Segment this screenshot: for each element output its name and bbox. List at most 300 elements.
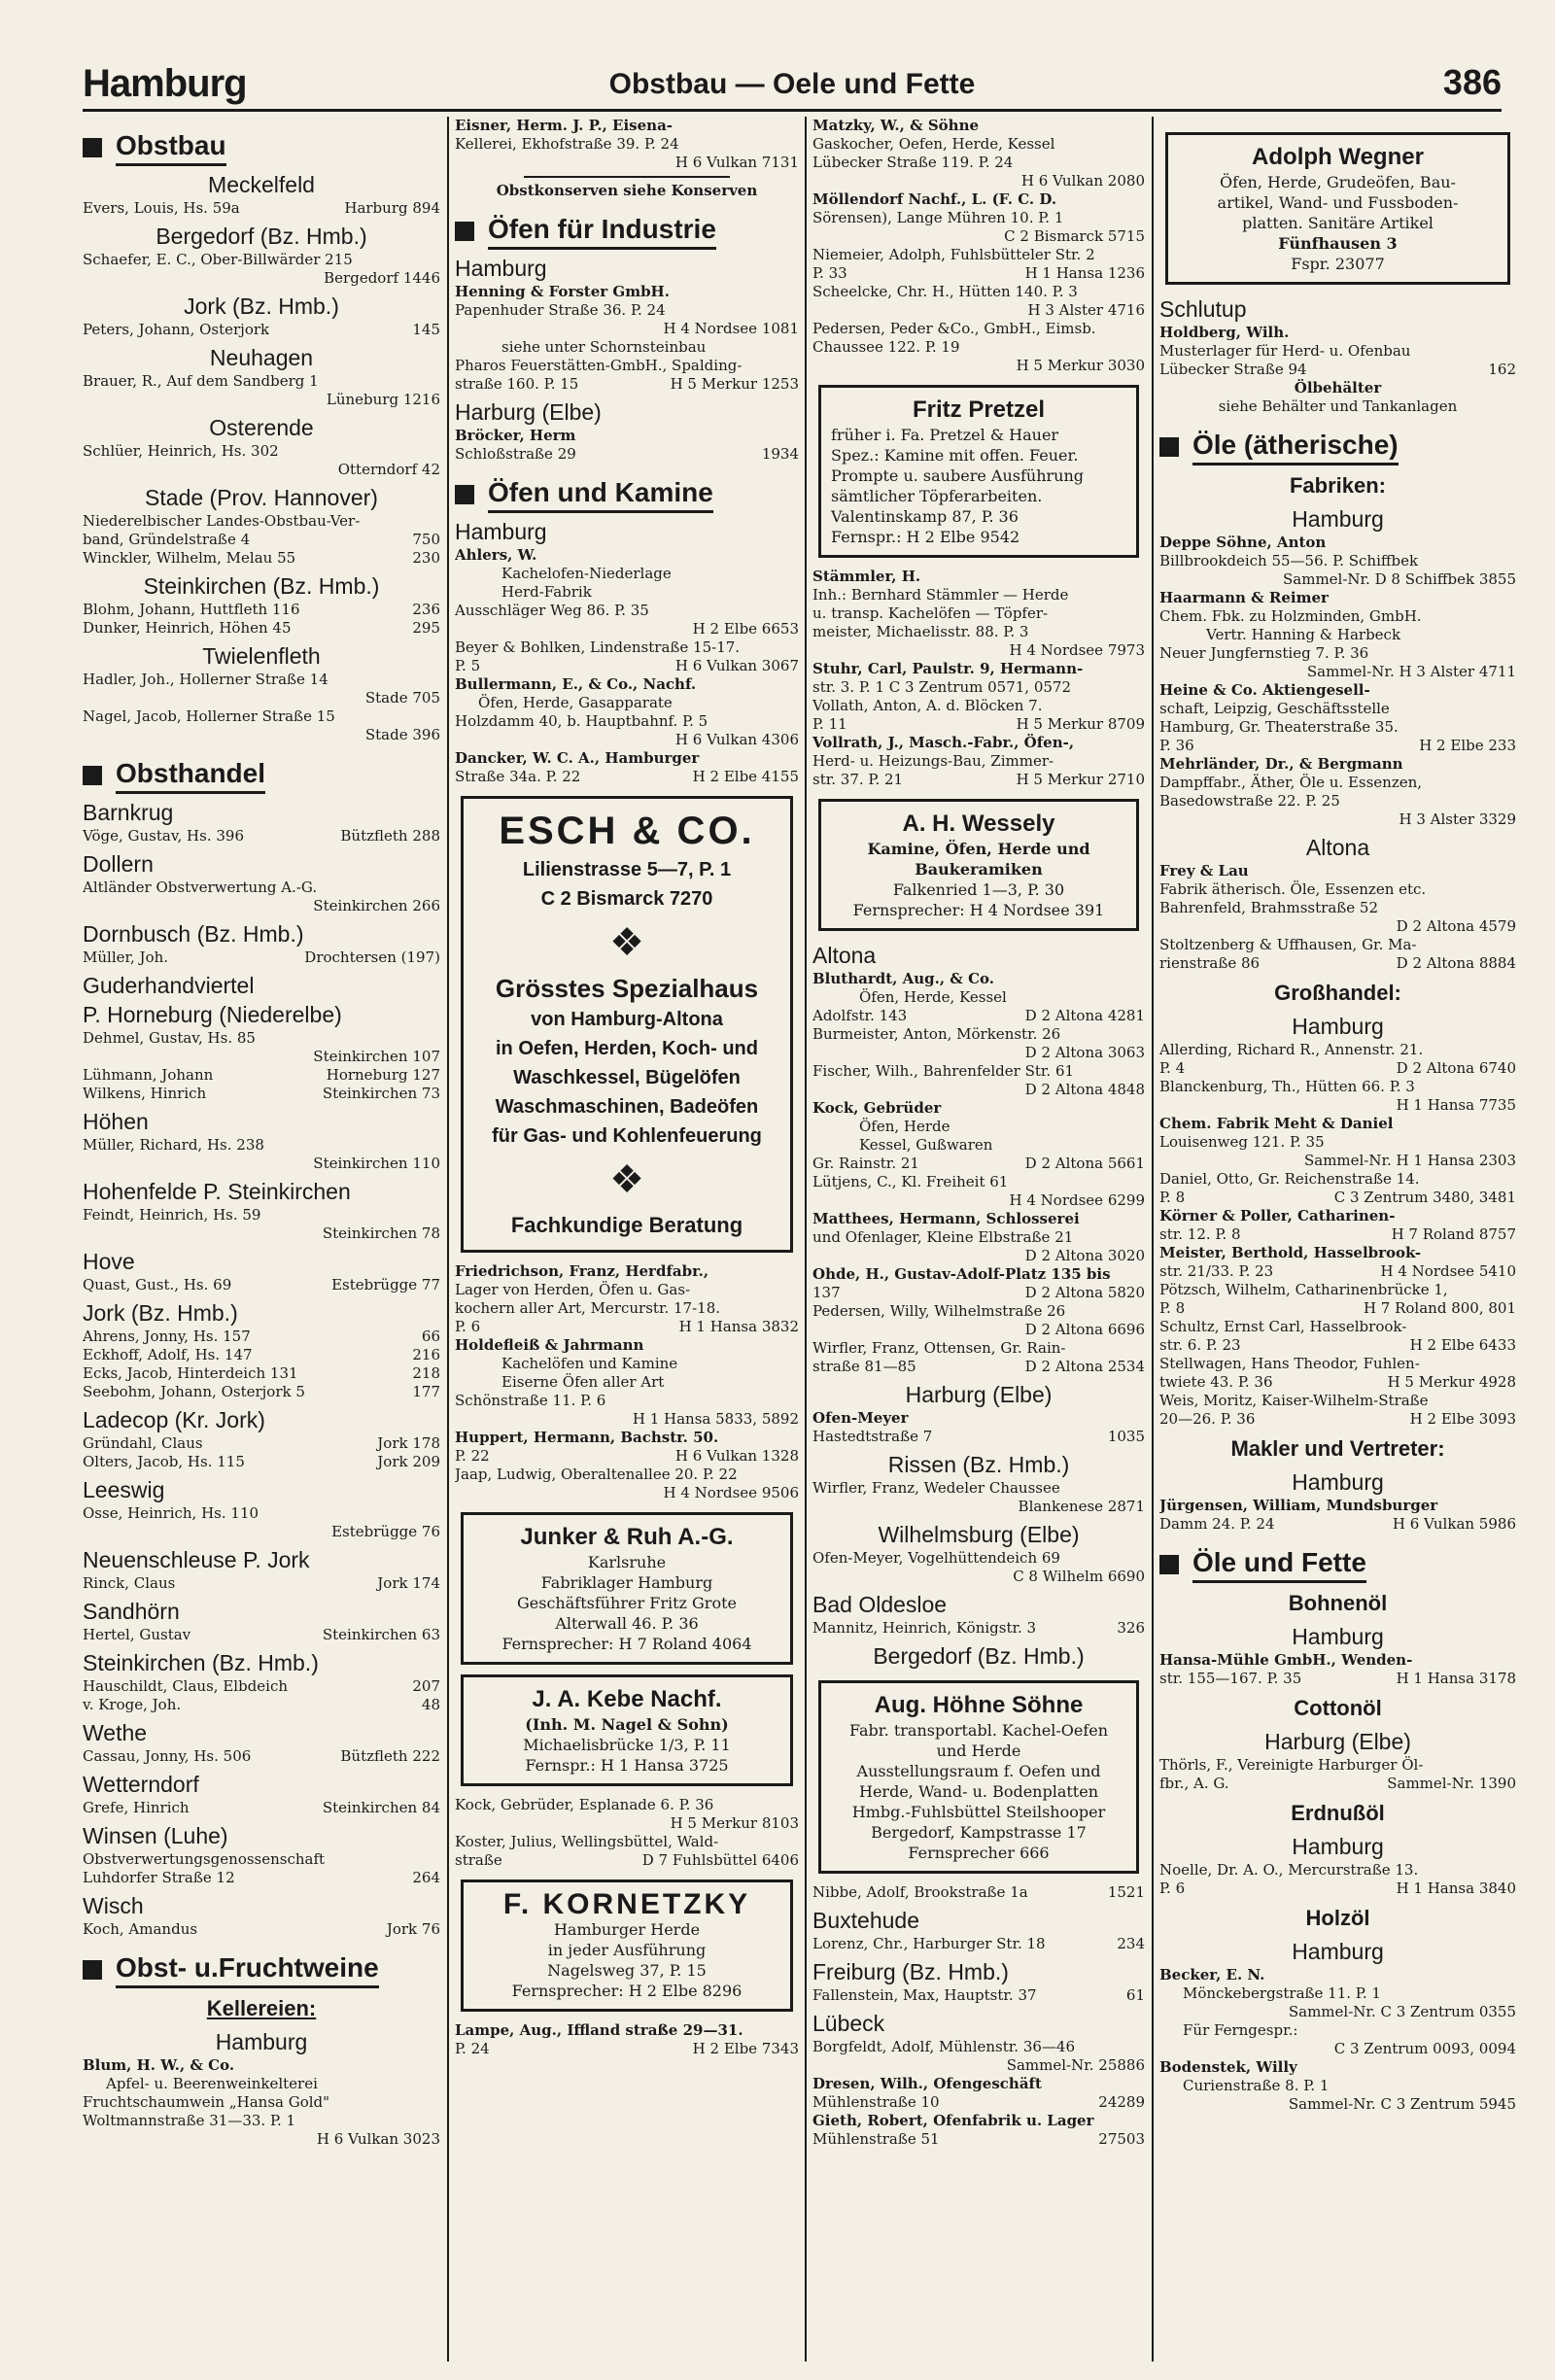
listing-entry: Fruchtschaumwein „Hansa Gold" <box>83 2093 330 2111</box>
place-heading: Hamburg <box>1292 1834 1384 1859</box>
listing-entry: Cassau, Jonny, Hs. 506 Bützfleth 222 <box>83 1747 440 1765</box>
ad-headline: Grösstes Spezialhaus <box>495 974 759 1003</box>
place-heading: Wetterndorf <box>83 1772 199 1797</box>
ad-pretzel <box>818 385 1139 558</box>
ad-line: in jeder Ausführung <box>547 1941 707 1959</box>
place-heading: Bergedorf (Bz. Hmb.) <box>156 224 367 249</box>
ad-line: Waschkessel, Bügelöfen <box>513 1067 741 1088</box>
listing-entry: Lübecker Straße 119. P. 24 <box>812 154 1014 171</box>
place-heading: Höhen <box>83 1109 149 1134</box>
listing-entry: Matthees, Hermann, Schlosserei <box>812 1210 1080 1227</box>
listing-entry: Ahlers, W. <box>455 546 537 564</box>
listing-entry: Ahrens, Jonny, Hs. 157 66 <box>83 1328 440 1345</box>
cross-reference: siehe unter Schornsteinbau <box>501 338 707 356</box>
ad-company-name: ESCH & CO. <box>499 810 755 852</box>
cross-reference: Obstkonserven siehe Konserven <box>496 182 758 199</box>
listing-phone: Otterndorf 42 <box>337 461 440 478</box>
listing-entry: P. 11 H 5 Merkur 8709 <box>812 715 1145 733</box>
place-heading: Hamburg <box>215 2029 308 2054</box>
place-heading: Jork (Bz. Hmb.) <box>184 293 339 319</box>
place-subheading: P. Horneburg (Niederelbe) <box>83 1002 342 1027</box>
listing-entry: Sörensen), Lange Mühren 10. P. 1 <box>812 209 1064 226</box>
place-heading: Meckelfeld <box>208 172 315 197</box>
place-heading: Buxtehude <box>812 1908 919 1933</box>
ad-company-name: F. KORNETZKY <box>502 1888 751 1920</box>
ad-line: und Herde <box>936 1742 1021 1760</box>
listing-entry: fbr., A. G. Sammel-Nr. 1390 <box>1159 1775 1516 1792</box>
place-heading: Guderhandviertel <box>83 973 255 998</box>
place-heading: Twielenfleth <box>202 643 321 669</box>
listing-entry: Burmeister, Anton, Mörkenstr. 26 <box>812 1025 1061 1043</box>
listing-entry: band, Gründelstraße 4 750 <box>83 531 440 548</box>
listing-phone: D 2 Altona 4848 <box>1024 1081 1145 1098</box>
listing-entry: Wirfler, Franz, Ottensen, Gr. Rain- <box>812 1339 1066 1357</box>
listing-entry: Bröcker, Herm <box>455 427 576 444</box>
listing-entry: Herd- u. Heizungs-Bau, Zimmer- <box>812 752 1054 770</box>
ad-line: Bergedorf, Kampstrasse 17 <box>871 1823 1087 1842</box>
listing-entry: Herd-Fabrik <box>501 583 592 601</box>
listing-entry: Hauschildt, Claus, Elbdeich 207 <box>83 1677 440 1695</box>
listing-phone: Sammel-Nr. C 3 Zentrum 5945 <box>1288 2095 1516 2113</box>
listing-entry: P. 4 D 2 Altona 6740 <box>1159 1059 1516 1077</box>
listing-entry: Lampe, Aug., Iffland straße 29—31. <box>455 2021 743 2039</box>
listing-entry: Chem. Fabrik Meht & Daniel <box>1159 1115 1394 1132</box>
place-heading: Hamburg <box>1292 1014 1384 1039</box>
sub-heading: Erdnußöl <box>1291 1801 1385 1825</box>
listing-entry: Niemeier, Adolph, Fuhlsbütteler Str. 2 <box>812 246 1095 263</box>
listing-phone: Sammel-Nr. D 8 Schiffbek 3855 <box>1283 570 1516 588</box>
listing-entry: und Ofenlager, Kleine Elbstraße 21 <box>812 1228 1074 1246</box>
listing-phone: H 4 Nordsee 1081 <box>663 320 799 337</box>
place-heading: Harburg (Elbe) <box>1264 1729 1411 1754</box>
listing-phone: H 6 Vulkan 7131 <box>674 154 799 171</box>
divider <box>524 176 730 178</box>
listing-entry: Gieth, Robert, Ofenfabrik u. Lager <box>812 2112 1094 2129</box>
place-heading: Neuenschleuse P. Jork <box>83 1547 310 1572</box>
ad-line: Geschäftsführer Fritz Grote <box>517 1594 737 1612</box>
listing-entry: Niederelbischer Landes-Obstbau-Ver- <box>83 512 361 530</box>
listing-entry: P. 24 H 2 Elbe 7343 <box>455 2040 799 2057</box>
ad-kornetzky <box>461 1880 793 2012</box>
ad-wegner <box>1165 132 1510 285</box>
listing-entry: Louisenweg 121. P. 35 <box>1159 1133 1325 1151</box>
listing-entry: Ecks, Jacob, Hinterdeich 131 218 <box>83 1364 440 1382</box>
listing-phone: D 2 Altona 4579 <box>1396 917 1516 935</box>
ad-line: Fernsprecher: H 7 Roland 4064 <box>501 1635 752 1653</box>
ad-line: Waschmaschinen, Badeöfen <box>495 1096 759 1118</box>
listing-entry: str. 3. P. 1 C 3 Zentrum 0571, 0572 <box>812 678 1072 696</box>
listing-entry: Koch, Amandus Jork 76 <box>83 1920 440 1938</box>
ad-line: Öfen, Herde, Grudeöfen, Bau- <box>1220 173 1456 191</box>
listing-phone: C 3 Zentrum 0093, 0094 <box>1333 2040 1516 2057</box>
listing-entry: Schlüer, Heinrich, Hs. 302 <box>83 442 279 460</box>
section-heading: Öle und Fette <box>1159 1545 1516 1583</box>
ad-kebe <box>461 1674 793 1786</box>
listing-entry: Öfen, Herde <box>859 1118 950 1135</box>
listing-entry: Ofen-Meyer <box>812 1409 909 1427</box>
listing-entry: Möllendorf Nachf., L. (F. C. D. <box>812 190 1057 208</box>
cross-reference-heading: Ölbehälter <box>1294 379 1382 397</box>
listing-entry: Hamburg, Gr. Theaterstraße 35. <box>1159 718 1399 736</box>
place-heading: Ladecop (Kr. Jork) <box>83 1407 265 1432</box>
ad-company-name: Aug. Höhne Söhne <box>874 1692 1084 1718</box>
listing-entry: Pedersen, Peder &Co., GmbH., Eimsb. <box>812 320 1096 337</box>
ad-line: Karlsruhe <box>587 1553 667 1571</box>
listing-entry: Holzdamm 40, b. Hauptbahnf. P. 5 <box>455 712 708 730</box>
listing-entry: Fabrik ätherisch. Öle, Essenzen etc. <box>1159 880 1427 898</box>
listing-entry: Noelle, Dr. A. O., Mercurstraße 13. <box>1159 1861 1419 1879</box>
listing-entry: Nagel, Jacob, Hollerner Straße 15 <box>83 707 335 725</box>
listing-entry: twiete 43. P. 36 H 5 Merkur 4928 <box>1159 1373 1516 1391</box>
place-heading: Dornbusch (Bz. Hmb.) <box>83 921 304 947</box>
listing-entry: Schaefer, E. C., Ober-Billwärder 215 <box>83 251 353 268</box>
listing-entry: Öfen, Herde, Kessel <box>859 988 1007 1006</box>
listing-entry: Straße 34a. P. 22 H 2 Elbe 4155 <box>455 768 799 785</box>
listing-entry: Stuhr, Carl, Paulstr. 9, Hermann- <box>812 660 1084 677</box>
sub-heading: Holzöl <box>1305 1906 1370 1930</box>
listing-entry: Pharos Feuerstätten-GmbH., Spalding- <box>455 357 743 374</box>
section-heading: Obsthandel <box>83 756 440 794</box>
ad-line: Fernsprecher: H 2 Elbe 8296 <box>511 1982 743 2000</box>
listing-entry: Altländer Obstverwertung A.-G. <box>83 879 318 896</box>
listing-entry: Gr. Rainstr. 21 D 2 Altona 5661 <box>812 1155 1145 1172</box>
listing-entry: Henning & Forster GmbH. <box>455 283 670 300</box>
place-heading: Freiburg (Bz. Hmb.) <box>812 1959 1009 1984</box>
listing-entry: Borgfeldt, Adolf, Mühlenstr. 36—46 <box>812 2038 1076 2055</box>
listing-entry: Öfen, Herde, Gasapparate <box>478 694 673 711</box>
listing-entry: Dresen, Wilh., Ofengeschäft <box>812 2075 1042 2092</box>
listing-entry: Blohm, Johann, Huttfleth 116 236 <box>83 601 440 618</box>
ad-line: artikel, Wand- und Fussboden- <box>1217 193 1459 212</box>
ad-line: von Hamburg-Altona <box>531 1009 723 1030</box>
listing-entry: Eckhoff, Adolf, Hs. 147 216 <box>83 1346 440 1363</box>
place-heading: Lübeck <box>812 2011 885 2036</box>
listing-entry: Billbrookdeich 55—56. P. Schiffbek <box>1159 552 1419 569</box>
listing-entry: Mühlenstraße 10 24289 <box>812 2093 1145 2111</box>
section-heading: Öle (ätherische) <box>1159 428 1516 466</box>
ad-company-name: A. H. Wessely <box>902 811 1055 837</box>
listing-entry: Vollrath, J., Masch.-Fabr., Öfen-, <box>812 734 1075 751</box>
listing-entry: Stämmler, H. <box>812 568 921 585</box>
page-number: 386 <box>1442 62 1502 102</box>
listing-entry: Kellerei, Ekhofstraße 39. P. 24 <box>455 135 679 153</box>
place-heading: Sandhörn <box>83 1599 180 1624</box>
listing-entry: Holdefleiß & Jahrmann <box>455 1336 644 1354</box>
section-heading: Obstbau <box>83 128 440 166</box>
place-heading: Hamburg <box>455 519 547 544</box>
place-heading: Hamburg <box>1292 506 1384 532</box>
listing-entry: Lütjens, C., Kl. Freiheit 61 <box>812 1173 1009 1190</box>
listing-entry: Deppe Söhne, Anton <box>1159 534 1327 551</box>
ad-esch <box>461 796 793 1253</box>
ad-line: Fünfhausen 3 <box>1278 234 1398 253</box>
ad-line: Michaelisbrücke 1/3, P. 11 <box>523 1736 731 1754</box>
listing-entry: Kock, Gebrüder <box>812 1099 942 1117</box>
listing-phone: Steinkirchen 266 <box>313 897 440 914</box>
listing-entry: Beyer & Bohlken, Lindenstraße 15-17. <box>455 638 741 656</box>
listing-entry: Matzky, W., & Söhne <box>812 117 980 134</box>
place-heading: Barnkrug <box>83 800 174 825</box>
listing-entry: Feindt, Heinrich, Hs. 59 <box>83 1206 261 1224</box>
ad-line: Fachkundige Beratung <box>510 1213 743 1237</box>
listing-entry: u. transp. Kachelöfen — Töpfer- <box>812 604 1049 622</box>
ad-line: Ausstellungsraum f. Oefen und <box>856 1762 1101 1780</box>
listing-entry: Ausschläger Weg 86. P. 35 <box>455 602 649 619</box>
listing-phone: D 2 Altona 6696 <box>1024 1321 1145 1338</box>
listing-entry: P. 8 C 3 Zentrum 3480, 3481 <box>1159 1189 1516 1206</box>
listing-entry: str. 21/33. P. 23 H 4 Nordsee 5410 <box>1159 1262 1516 1280</box>
place-heading: Stade (Prov. Hannover) <box>145 485 378 510</box>
listing-phone: Estebrügge 76 <box>331 1523 440 1540</box>
ad-line: für Gas- und Kohlenfeuerung <box>492 1125 762 1147</box>
listing-entry: Müller, Joh. Drochtersen (197) <box>83 949 440 966</box>
listing-entry: Chaussee 122. P. 19 <box>812 338 960 356</box>
ad-line: Valentinskamp 87, P. 36 <box>831 507 1019 526</box>
listing-entry: Osse, Heinrich, Hs. 110 <box>83 1504 259 1522</box>
listing-entry: Brauer, R., Auf dem Sandberg 1 <box>83 372 319 390</box>
listing-phone: Sammel-Nr. C 3 Zentrum 0355 <box>1288 2003 1516 2020</box>
listing-entry: Vöge, Gustav, Hs. 396 Bützfleth 288 <box>83 827 440 845</box>
listing-entry: Bluthardt, Aug., & Co. <box>812 970 994 987</box>
listing-entry: kochern aller Art, Mercurstr. 17-18. <box>455 1299 721 1317</box>
listing-entry: Frey & Lau <box>1159 862 1249 880</box>
listing-entry: Stoltzenberg & Uffhausen, Gr. Ma- <box>1159 936 1417 953</box>
ad-line: Fernspr.: H 1 Hansa 3725 <box>525 1756 729 1775</box>
column-2 <box>447 117 799 2362</box>
listing-entry: Schloßstraße 29 1934 <box>455 445 799 463</box>
listing-entry: Mehrländer, Dr., & Bergmann <box>1159 755 1403 773</box>
listing-entry: Eiserne Öfen aller Art <box>501 1373 665 1391</box>
place-heading: Altona <box>1305 835 1370 860</box>
listing-entry: Peters, Johann, Osterjork 145 <box>83 321 440 338</box>
listing-entry: Inh.: Bernhard Stämmler — Herde <box>812 586 1069 604</box>
listing-entry: Scheelcke, Chr. H., Hütten 140. P. 3 <box>812 283 1078 300</box>
listing-entry: Mönckebergstraße 11. P. 1 <box>1183 1984 1381 2002</box>
place-heading: Hamburg <box>1292 1469 1384 1495</box>
listing-entry: Daniel, Otto, Gr. Reichenstraße 14. <box>1159 1170 1420 1188</box>
listing-entry: Kachelöfen und Kamine <box>501 1355 678 1372</box>
listing-entry: Fallenstein, Max, Hauptstr. 37 61 <box>812 1986 1145 2004</box>
ad-wessely <box>818 799 1139 931</box>
listing-entry: str. 155—167. P. 35 H 1 Hansa 3178 <box>1159 1670 1516 1687</box>
listing-entry: Neuer Jungfernstieg 7. P. 36 <box>1159 644 1369 662</box>
ad-line: Falkenried 1—3, P. 30 <box>892 880 1065 899</box>
listing-entry: str. 6. P. 23 H 2 Elbe 6433 <box>1159 1336 1516 1354</box>
listing-entry: Meister, Berthold, Hasselbrook- <box>1159 1244 1422 1261</box>
listing-entry: 20—26. P. 36 H 2 Elbe 3093 <box>1159 1410 1516 1428</box>
listing-entry: Grefe, Hinrich Steinkirchen 84 <box>83 1799 440 1816</box>
listing-entry: P. 33 H 1 Hansa 1236 <box>812 264 1145 282</box>
sub-heading: Makler und Vertreter: <box>1230 1436 1445 1461</box>
listing-entry: Damm 24. P. 24 H 6 Vulkan 5986 <box>1159 1515 1516 1533</box>
listing-entry: Vertr. Hanning & Harbeck <box>1206 626 1401 643</box>
listing-entry: Lübecker Straße 94 162 <box>1159 361 1516 378</box>
listing-entry: Holdberg, Wilh. <box>1159 324 1290 341</box>
listing-phone: H 1 Hansa 5833, 5892 <box>632 1410 799 1428</box>
listing-entry: Für Ferngespr.: <box>1183 2021 1298 2039</box>
listing-phone: H 4 Nordsee 9506 <box>663 1484 799 1501</box>
listing-entry: Obstverwertungsgenossenschaft <box>83 1850 326 1868</box>
place-heading: Harburg (Elbe) <box>905 1382 1053 1407</box>
place-heading: Hove <box>83 1249 135 1274</box>
sub-heading: Kellereien: <box>206 1996 317 2020</box>
listing-entry: Stellwagen, Hans Theodor, Fuhlen- <box>1159 1355 1420 1372</box>
place-heading: Wisch <box>83 1893 144 1918</box>
column-4 <box>1152 117 1516 2362</box>
listing-phone: C 2 Bismarck 5715 <box>1004 227 1145 245</box>
listing-entry: Allerding, Richard R., Annenstr. 21. <box>1159 1041 1424 1058</box>
ad-line: Nagelsweg 37, P. 15 <box>547 1961 707 1980</box>
cross-reference: siehe Behälter und Tankanlagen <box>1218 397 1458 415</box>
listing-entry: v. Kroge, Joh. 48 <box>83 1696 440 1713</box>
place-heading: Neuhagen <box>209 345 314 370</box>
place-heading: Wilhelmsburg (Elbe) <box>878 1522 1080 1547</box>
listing-entry: Becker, E. N. <box>1159 1966 1265 1983</box>
ad-company-name: Adolph Wegner <box>1252 144 1424 170</box>
sub-heading: Bohnenöl <box>1288 1591 1388 1615</box>
listing-phone: H 5 Merkur 8103 <box>670 1814 799 1832</box>
listing-entry: Koster, Julius, Wellingsbüttel, Wald- <box>455 1833 719 1850</box>
listing-entry: str. 12. P. 8 H 7 Roland 8757 <box>1159 1225 1516 1243</box>
listing-phone: Steinkirchen 110 <box>313 1155 440 1172</box>
ad-line: Baukeramiken <box>915 860 1043 879</box>
listing-entry: Curienstraße 8. P. 1 <box>1183 2077 1330 2094</box>
listing-phone: H 5 Merkur 3030 <box>1016 357 1145 374</box>
listing-phone: Lüneburg 1216 <box>326 391 440 408</box>
sub-heading: Großhandel: <box>1274 981 1401 1005</box>
listing-entry: Adolfstr. 143 D 2 Altona 4281 <box>812 1007 1145 1024</box>
listing-entry: Dunker, Heinrich, Höhen 45 295 <box>83 619 440 637</box>
listing-entry: Musterlager für Herd- u. Ofenbau <box>1159 342 1411 360</box>
listing-entry: Woltmannstraße 31—33. P. 1 <box>83 2112 296 2129</box>
listing-entry: Gaskocher, Oefen, Herde, Kessel <box>812 135 1055 153</box>
ad-address: Lilienstrasse 5—7, P. 1 <box>522 859 732 880</box>
ad-line: Fernspr.: H 2 Elbe 9542 <box>831 528 1020 546</box>
listing-entry: Dancker, W. C. A., Hamburger <box>455 749 700 767</box>
place-heading: Hamburg <box>455 256 547 281</box>
listing-phone: Bergedorf 1446 <box>324 269 440 287</box>
listing-entry: Jürgensen, William, Mundsburger <box>1159 1497 1438 1514</box>
listing-entry: Kachelofen-Niederlage <box>501 565 672 582</box>
listing-phone: H 4 Nordsee 7973 <box>1009 641 1145 659</box>
listing-phone: H 2 Elbe 6653 <box>692 620 799 638</box>
place-heading: Rissen (Bz. Hmb.) <box>887 1452 1070 1477</box>
ad-line: sämtlicher Töpferarbeiten. <box>831 487 1043 505</box>
listing-entry: P. 22 H 6 Vulkan 1328 <box>455 1447 799 1465</box>
header-city: Hamburg <box>83 62 247 105</box>
place-heading: Dollern <box>83 851 154 877</box>
ad-line: Kamine, Öfen, Herde und <box>867 840 1090 858</box>
ad-line: Spez.: Kamine mit offen. Feuer. <box>831 446 1079 465</box>
listing-phone: H 4 Nordsee 6299 <box>1009 1191 1145 1209</box>
listing-entry: rienstraße 86 D 2 Altona 8884 <box>1159 954 1516 972</box>
listing-phone: C 8 Wilhelm 6690 <box>1013 1568 1145 1585</box>
ad-line: in Oefen, Herden, Koch- und <box>495 1038 758 1059</box>
listing-entry: Jaap, Ludwig, Oberaltenallee 20. P. 22 <box>455 1466 738 1483</box>
listing-phone: H 6 Vulkan 4306 <box>674 731 799 748</box>
listing-entry: schaft, Leipzig, Geschäftsstelle <box>1159 700 1390 717</box>
ad-line: (Inh. M. Nagel & Sohn) <box>525 1715 729 1734</box>
listing-entry: P. 8 H 7 Roland 800, 801 <box>1159 1299 1516 1317</box>
place-heading: Hohenfelde P. Steinkirchen <box>83 1179 351 1204</box>
ad-company-name: Junker & Ruh A.-G. <box>520 1524 734 1550</box>
listing-phone: Stade 705 <box>364 689 440 707</box>
section-heading: Obst- u.Fruchtweine <box>83 1950 440 1988</box>
listing-entry: Blanckenburg, Th., Hütten 66. P. 3 <box>1159 1078 1415 1095</box>
listing-entry: Haarmann & Reimer <box>1159 589 1329 606</box>
listing-entry: Bahrenfeld, Brahmsstraße 52 <box>1159 899 1379 916</box>
listing-entry: Chem. Fbk. zu Holzminden, GmbH. <box>1159 607 1422 625</box>
listing-entry: Lorenz, Chr., Harburger Str. 18 234 <box>812 1935 1145 1952</box>
listing-entry: Basedowstraße 22. P. 25 <box>1159 792 1340 810</box>
listing-entry: Eisner, Herm. J. P., Eisena- <box>455 117 674 134</box>
listing-phone: Stade 396 <box>364 726 440 743</box>
listing-entry: Gründahl, Claus Jork 178 <box>83 1434 440 1452</box>
ad-line: Fernsprecher: H 4 Nordsee 391 <box>852 901 1105 919</box>
ad-line: Herde, Wand- u. Bodenplatten <box>859 1782 1098 1801</box>
listing-entry: Seebohm, Johann, Osterjork 5 177 <box>83 1383 440 1400</box>
listing-entry: Kessel, Gußwaren <box>859 1136 993 1154</box>
ad-company-name: Fritz Pretzel <box>912 397 1046 423</box>
place-heading: Hamburg <box>1292 1939 1384 1964</box>
ad-line: Alterwall 46. P. 36 <box>555 1614 699 1633</box>
listing-phone: Sammel-Nr. H 1 Hansa 2303 <box>1303 1152 1516 1169</box>
place-heading: Bad Oldesloe <box>812 1592 948 1617</box>
listing-phone: Sammel-Nr. H 3 Alster 4711 <box>1306 663 1516 680</box>
listing-entry: Apfel- u. Beerenweinkelterei <box>106 2075 318 2092</box>
listing-entry: Hansa-Mühle GmbH., Wenden- <box>1159 1651 1413 1669</box>
ad-line: früher i. Fa. Pretzel & Hauer <box>831 426 1059 444</box>
place-heading: Winsen (Luhe) <box>83 1823 228 1848</box>
listing-phone: Blankenese 2871 <box>1018 1498 1145 1515</box>
place-heading: Steinkirchen (Bz. Hmb.) <box>143 573 380 599</box>
listing-entry: Evers, Louis, Hs. 59a Harburg 894 <box>83 199 440 217</box>
listing-phone: H 3 Alster 4716 <box>1027 301 1145 319</box>
listing-entry: Müller, Richard, Hs. 238 <box>83 1136 264 1154</box>
listing-entry: Hadler, Joh., Hollerner Straße 14 <box>83 671 328 688</box>
listing-entry: P. 6 H 1 Hansa 3832 <box>455 1318 799 1335</box>
place-heading: Harburg (Elbe) <box>455 399 602 425</box>
ad-line: Hmbg.-Fuhlsbüttel Steilshooper <box>851 1803 1106 1821</box>
listing-entry: Heine & Co. Aktiengesell- <box>1159 681 1370 699</box>
column-3 <box>805 117 1145 2362</box>
listing-entry: Wilkens, Hinrich Steinkirchen 73 <box>83 1085 440 1102</box>
ornament-icon: ❖ <box>609 920 644 965</box>
listing-phone: Steinkirchen 107 <box>313 1048 440 1065</box>
ornament-icon: ❖ <box>609 1157 644 1202</box>
section-heading: Öfen für Industrie <box>455 212 799 250</box>
listing-entry: Dampffabr., Äther, Öle u. Essenzen, <box>1159 774 1423 791</box>
listing-entry: 137 D 2 Altona 5820 <box>812 1284 1145 1301</box>
listing-entry: Ofen-Meyer, Vogelhüttendeich 69 <box>812 1549 1060 1567</box>
listing-entry: Ohde, H., Gustav-Adolf-Platz 135 bis <box>812 1265 1111 1283</box>
listing-entry: Olters, Jacob, Hs. 115 Jork 209 <box>83 1453 440 1470</box>
listing-entry: Lühmann, Johann Horneburg 127 <box>83 1066 440 1084</box>
listing-phone: H 6 Vulkan 2080 <box>1020 172 1145 190</box>
page-header <box>83 58 1502 112</box>
listing-entry: straße D 7 Fuhlsbüttel 6406 <box>455 1851 799 1869</box>
sub-heading: Cottonöl <box>1294 1696 1382 1720</box>
place-heading: Wethe <box>83 1720 148 1745</box>
ad-line: Fabr. transportabl. Kachel-Oefen <box>848 1721 1109 1740</box>
listing-entry: Vollath, Anton, A. d. Blöcken 7. <box>812 697 1043 714</box>
ad-junker-ruh <box>461 1512 793 1665</box>
listing-entry: Winckler, Wilhelm, Melau 55 230 <box>83 549 440 567</box>
listing-entry: Bodenstek, Willy <box>1159 2058 1297 2076</box>
section-heading: Öfen und Kamine <box>455 475 799 513</box>
listing-entry: Kock, Gebrüder, Esplanade 6. P. 36 <box>455 1796 714 1813</box>
listing-entry: str. 37. P. 21 H 5 Merkur 2710 <box>812 771 1145 788</box>
